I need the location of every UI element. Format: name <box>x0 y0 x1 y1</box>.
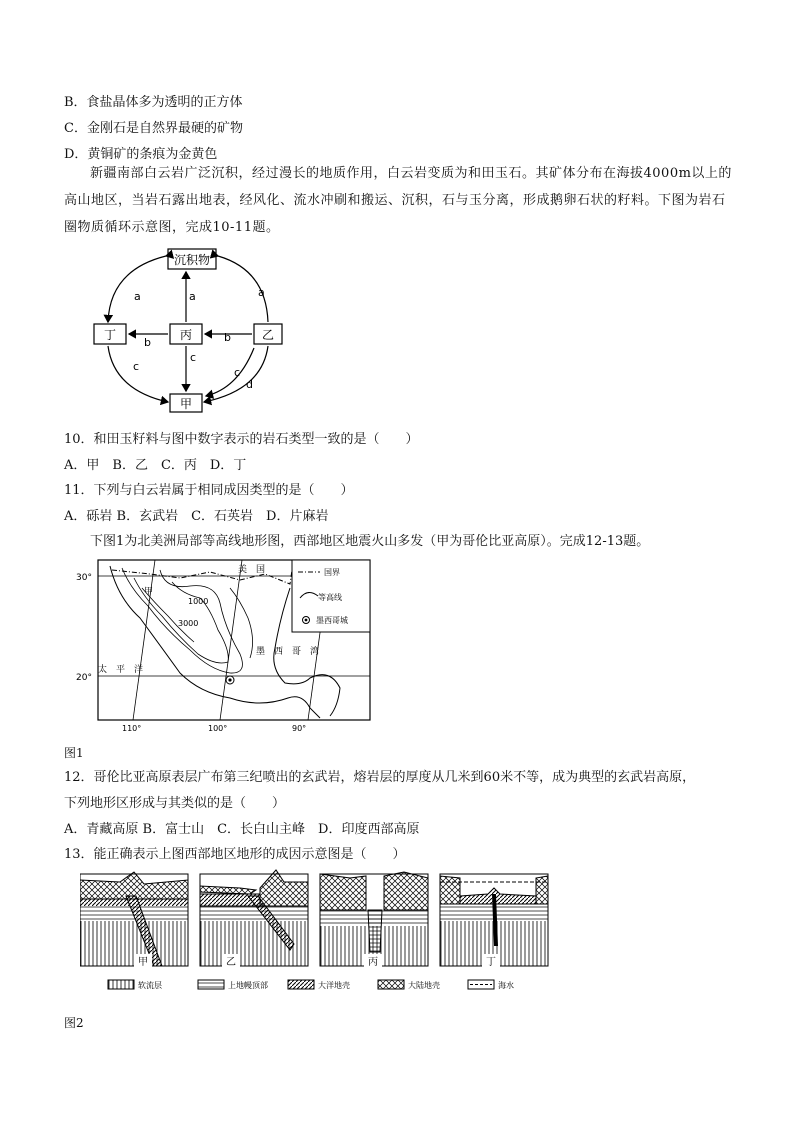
svg-text:甲: 甲 <box>144 587 154 597</box>
q13-stem: 13．能正确表示上图西部地区地形的成因示意图是（ ） <box>64 847 406 862</box>
svg-text:软流层: 软流层 <box>138 981 162 990</box>
option-d-prev: D．黄铜矿的条痕为金黄色 <box>64 147 218 162</box>
label-jia: 甲 <box>179 397 193 411</box>
label-yi: 乙 <box>261 328 275 342</box>
svg-text:海水: 海水 <box>498 981 514 990</box>
q10-stem: 10．和田玉籽料与图中数字表示的岩石类型一致的是（ ） <box>64 432 419 447</box>
option-c-prev: C．金刚石是自然界最硬的矿物 <box>64 121 243 136</box>
svg-text:乙: 乙 <box>226 957 236 968</box>
svg-text:b: b <box>144 336 151 349</box>
svg-text:110°: 110° <box>122 724 142 733</box>
svg-text:美 国: 美 国 <box>238 565 266 575</box>
svg-text:墨 西 哥 湾: 墨 西 哥 湾 <box>256 647 320 657</box>
fig2-label: 图2 <box>64 1016 84 1030</box>
q10-options: A．甲 B．乙 C．丙 D．丁 <box>64 458 247 473</box>
svg-text:20°: 20° <box>76 673 92 683</box>
svg-text:c: c <box>133 360 140 373</box>
svg-text:c: c <box>234 366 241 379</box>
diagram-ding <box>440 874 548 968</box>
q11-stem: 11．下列与白云岩属于相同成因类型的是（ ） <box>64 483 354 498</box>
svg-text:丙: 丙 <box>368 957 378 968</box>
label-bing: 丙 <box>179 328 193 342</box>
label-sediment: 沉积物 <box>173 253 211 267</box>
q12-stem-1: 12．哥伦比亚高原表层广布第三纪喷出的玄武岩，熔岩层的厚度从几米到60米不等，成为典型的玄武岩高原， <box>64 770 696 785</box>
svg-text:c: c <box>190 351 197 364</box>
svg-text:a: a <box>189 290 196 303</box>
svg-text:大陆地壳: 大陆地壳 <box>408 981 440 990</box>
diagrams-legend <box>108 980 514 990</box>
svg-text:墨西哥城: 墨西哥城 <box>316 616 348 625</box>
svg-text:太 平 洋: 太 平 洋 <box>98 665 144 675</box>
intro-12-13: 下图1为北美洲局部等高线地形图，西部地区地震火山多发（甲为哥伦比亚高原）。完成12-13题。 <box>90 534 650 549</box>
svg-text:甲: 甲 <box>138 957 148 968</box>
svg-text:a: a <box>258 286 265 299</box>
svg-text:30°: 30° <box>76 573 92 583</box>
svg-text:丁: 丁 <box>486 957 496 968</box>
svg-text:等高线: 等高线 <box>318 593 342 602</box>
q12-options: A．青藏高原 B．富士山 C．长白山主峰 D．印度西部高原 <box>64 822 420 837</box>
svg-text:1000: 1000 <box>188 597 209 606</box>
svg-text:100°: 100° <box>208 724 228 733</box>
fig1-label: 图1 <box>64 746 84 760</box>
svg-text:b: b <box>224 331 231 344</box>
svg-text:大洋地壳: 大洋地壳 <box>318 981 350 990</box>
label-ding: 丁 <box>103 328 117 342</box>
svg-text:a: a <box>134 290 141 303</box>
diagram-jia <box>80 872 188 968</box>
diagram-bing <box>320 872 428 968</box>
svg-text:90°: 90° <box>292 724 307 733</box>
svg-text:上地幔顶部: 上地幔顶部 <box>228 981 268 990</box>
plate-diagrams <box>80 866 570 996</box>
svg-text:国界: 国界 <box>324 568 340 577</box>
svg-text:3000: 3000 <box>178 619 199 628</box>
intro-10-11: 新疆南部白云岩广泛沉积，经过漫长的地质作用，白云岩变质为和田玉石。其矿体分布在海拔4000m以上的高山地区，当岩石露出地表，经风化、流水冲刷和搬运、沉积，石与玉分离，形成鹅卵石状的籽料。下图为岩石圈物质循环示意图，完成10-11题。 <box>64 166 732 235</box>
q11-options: A．砾岩 B．玄武岩 C．石英岩 D．片麻岩 <box>64 509 329 524</box>
north-america-map <box>70 558 380 736</box>
svg-text:d: d <box>246 378 253 391</box>
q12-stem-2: 下列地形区形成与其类似的是（ ） <box>64 796 286 811</box>
diagram-yi <box>200 870 308 968</box>
option-b-prev: B．食盐晶体多为透明的正方体 <box>64 95 243 110</box>
rock-cycle-diagram <box>88 240 288 415</box>
